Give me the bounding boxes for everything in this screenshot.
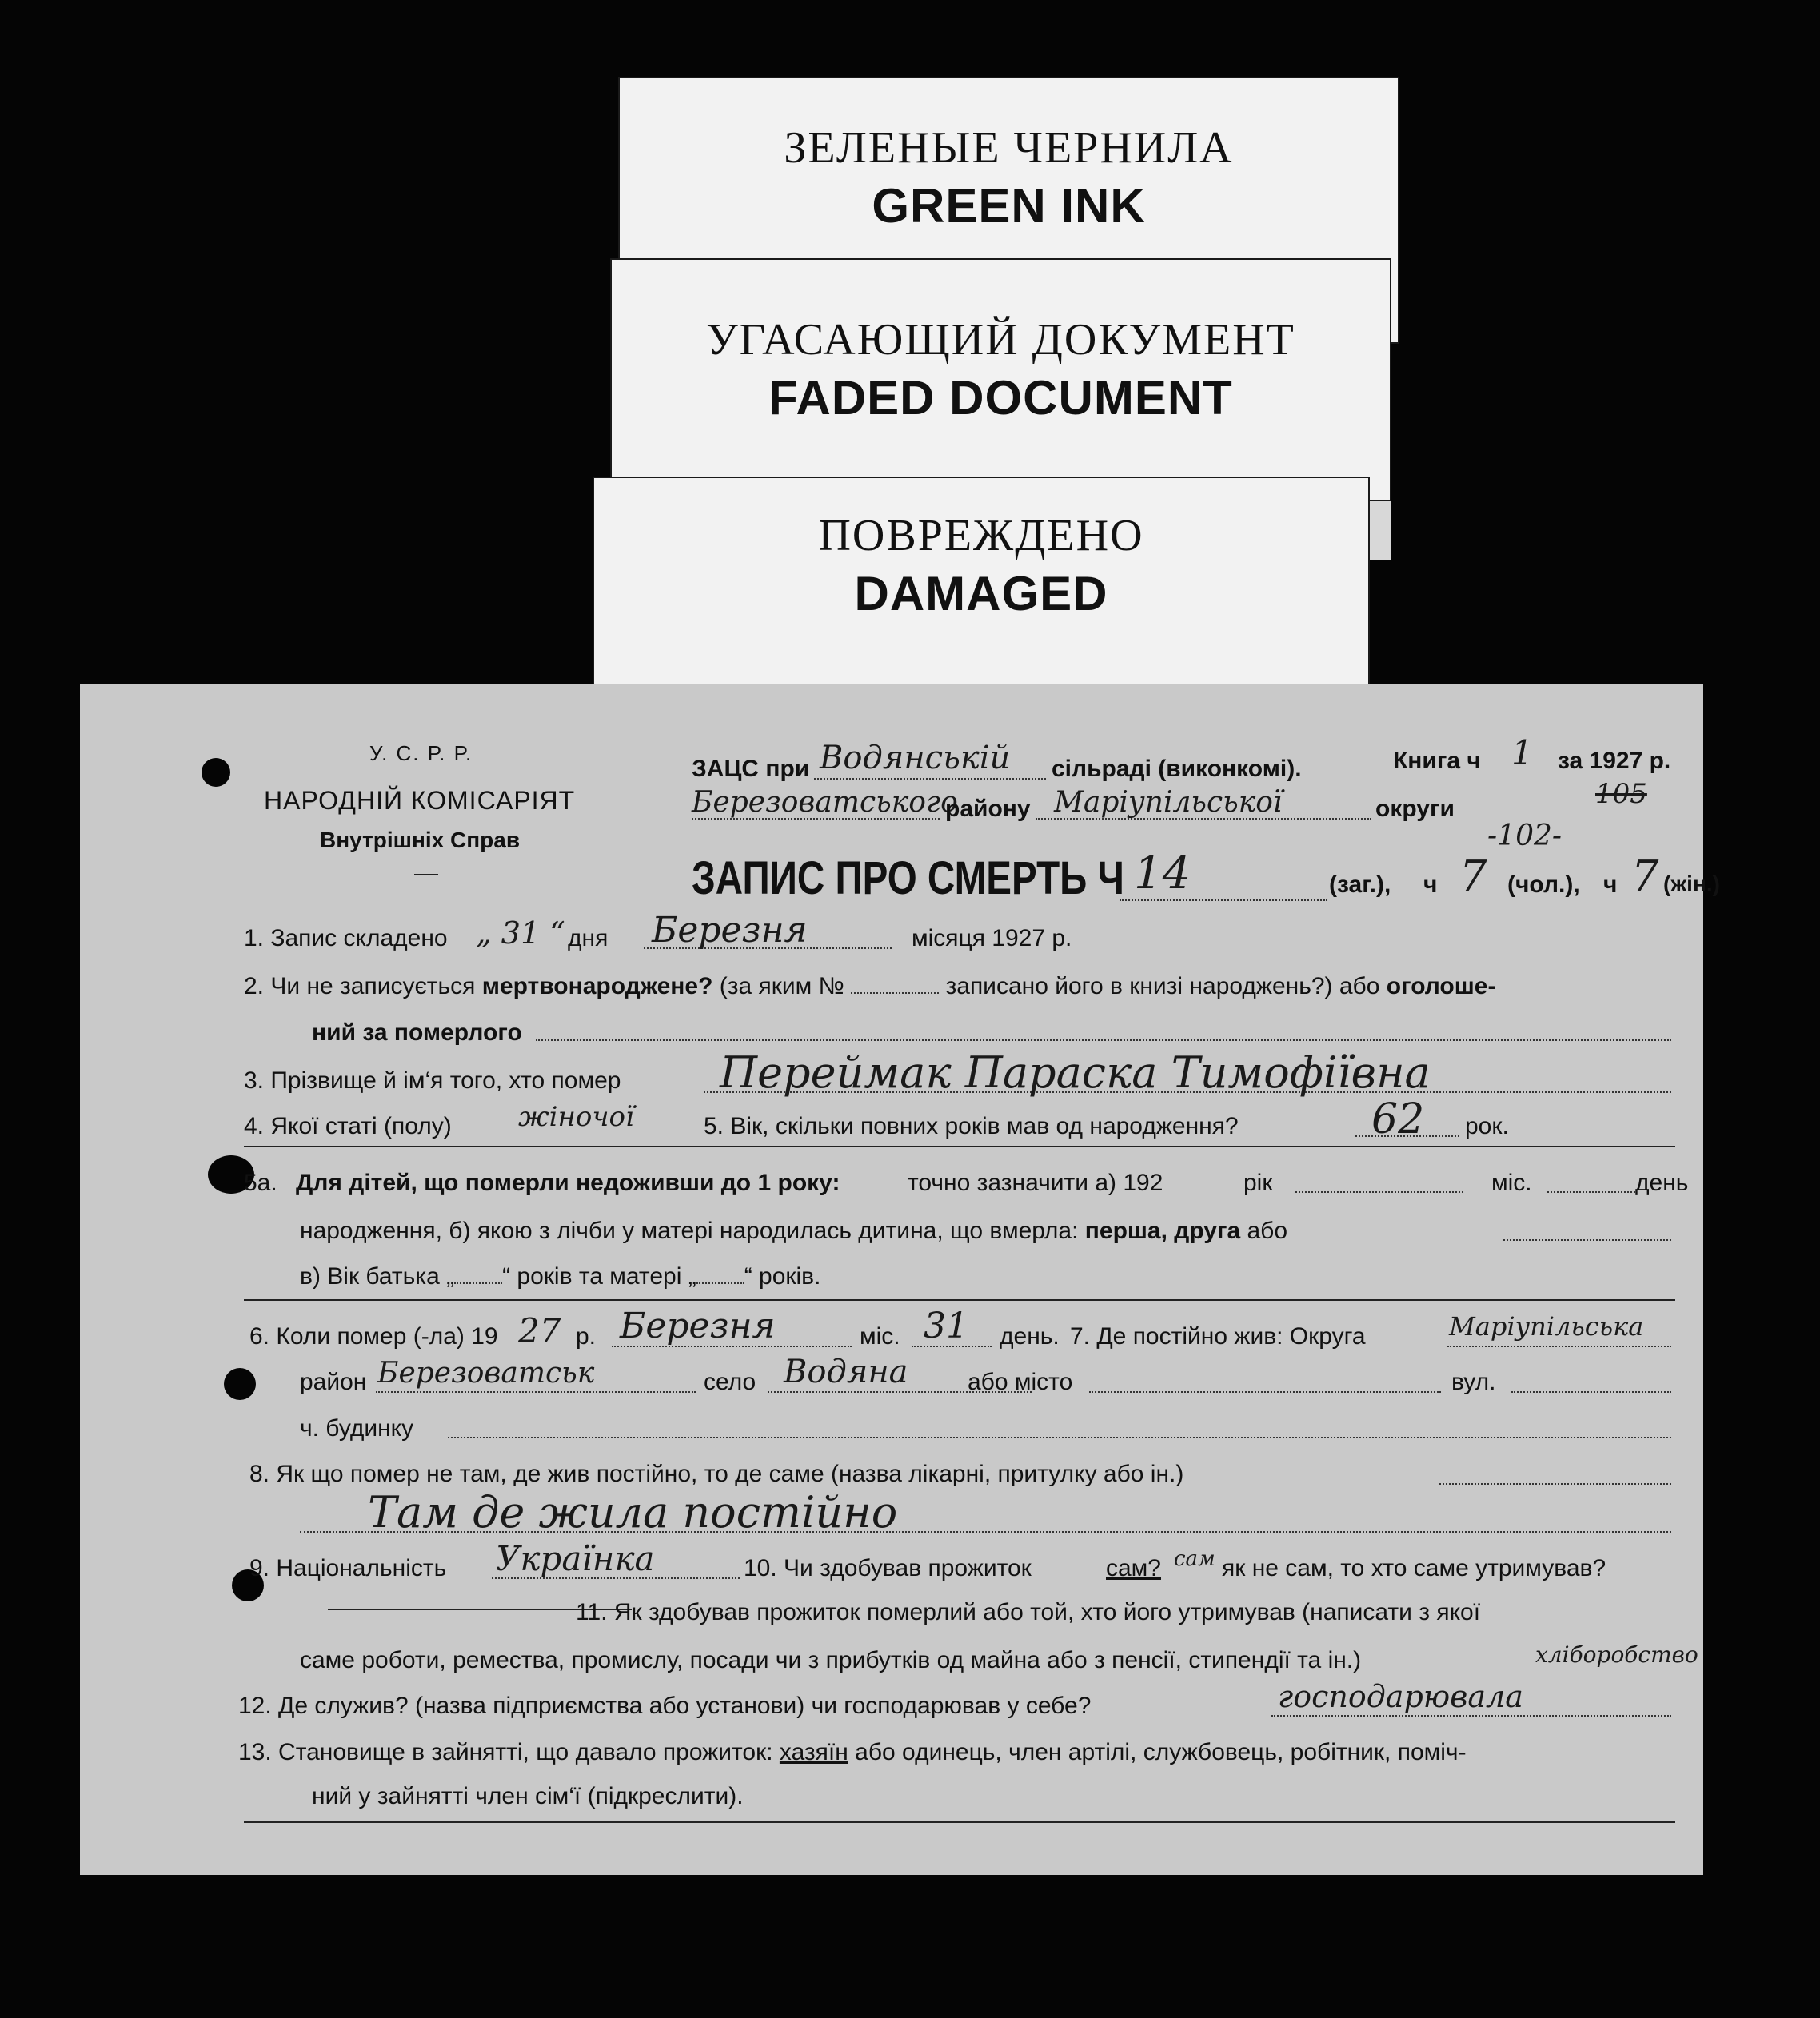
field-12-value: господарювала [1278,1679,1523,1714]
field-11-value: хліборобство [1535,1641,1698,1668]
field-5a-line2 [300,1218,1287,1245]
field-2-number-line [851,992,939,994]
field-12-line [1271,1715,1671,1717]
field-6-mis: міс. [860,1323,900,1350]
field-2-text-a: 2. Чи не записується [244,973,476,999]
field-6-r: р. [576,1323,597,1350]
punch-hole [224,1368,256,1400]
corner-number-2: -102- [1487,820,1563,852]
field-7-rayon-line [376,1391,696,1393]
field-11-line2: саме роботи, ремества, промислу, посади чи з прибутків од майна або з пенсії, стипендії та ін.) [300,1647,1362,1673]
card-en-label: GREEN INK [872,179,1146,233]
rayon-label: району [945,796,1031,822]
field-13-label: 13. Становище в зайнятті, що давало прожиток: [238,1739,773,1765]
field-7-okruga-line [1447,1346,1671,1347]
field-6-day: 31 [924,1306,968,1346]
divider [244,1299,1675,1301]
divider [414,874,438,875]
department-label: Внутрішніх Справ [320,828,521,852]
field-8-value: Там де жила постійно [368,1487,898,1537]
field-10-rest: як не сам, то хто саме утримував? [1222,1555,1606,1581]
field-13-hazyain: хазяїн [779,1739,848,1765]
zags-value: Водянській [820,740,1011,776]
field-6-month: Березня [620,1306,776,1346]
field-7-rayon-label: район [300,1369,367,1395]
record-number: 14 [1134,847,1191,899]
field-11-label: 11. Як здобував прожиток померлий або той, хто його утримував (написати з якої [576,1599,1481,1625]
book-number: 1 [1511,733,1533,772]
field-5a-order-line [1503,1239,1671,1241]
card-ru-label: ПОВРЕЖДЕНО [818,511,1144,560]
field-5a-bold: Для дітей, що померли недоживши до 1 року: [296,1170,840,1196]
field-3-label: 3. Прізвище й ім‘я того, хто помер [244,1067,621,1094]
rayon-value: Березоватського [692,786,958,819]
field-10-sam: сам? [1106,1555,1161,1581]
field-5a-father-line [454,1282,502,1284]
field-5a-years: “ років. [744,1263,821,1290]
record-number-line [1120,899,1327,901]
faded-document-card [612,260,1390,500]
field-5a-num: 5а. [244,1170,277,1196]
record-title: ЗАПИС ПРО СМЕРТЬ Ч [692,852,1124,904]
field-5a-mother-line [696,1282,744,1284]
corner-number: 105 [1595,778,1647,810]
field-2-text [244,973,1495,1000]
field-2-line [536,1039,1671,1041]
zags-label: ЗАЦС при [692,756,810,782]
field-5a-abo: або [1247,1218,1288,1244]
field-6-den: день. [1000,1323,1060,1350]
field-1-day: „ 31 “ [476,915,565,951]
punch-hole [202,758,230,787]
field-7-vul: вул. [1451,1369,1496,1395]
field-5a-order: перша, друга [1084,1218,1241,1244]
field-5a-text: точно зазначити а) 192 [908,1170,1163,1196]
republic-label: У. С. Р. Р. [369,741,473,765]
ch1-label: ч [1423,871,1438,898]
field-7-budynok-line [448,1437,1671,1438]
divider [244,1146,1675,1147]
zags-line [814,778,1046,780]
field-5a-rik-line [1295,1191,1463,1193]
field-2-text-b: (за яким № [719,973,844,999]
field-7-vul-line [1511,1391,1671,1393]
year-label: за 1927 р. [1558,748,1671,774]
field-1-suffix: місяця 1927 р. [912,925,1072,951]
field-9-value: Українка [496,1539,655,1578]
field-5-value: 62 [1371,1095,1425,1143]
field-1-label: 1. Запис складено [244,925,448,951]
field-2-declared: оголоше- [1386,973,1496,999]
field-5a-den: день [1635,1170,1689,1196]
book-label: Книга ч [1393,748,1481,774]
field-13-line2: ний у зайнятті член сім‘ї (підкреслити). [312,1783,744,1809]
silradi-label: сільраді (виконкомі). [1052,756,1302,782]
okruga-value: Маріупільської [1054,786,1283,819]
field-13-text [238,1739,1467,1766]
field-7-label: 7. Де постійно жив: Округа [1070,1323,1366,1350]
field-5a-mis-line [1547,1191,1635,1193]
field-12-label: 12. Де служив? (назва підприємства або установи) чи господарював у себе? [238,1693,1092,1719]
field-3-value: Переймак Параска Тимофіївна [720,1047,1431,1098]
divider [244,1821,1675,1823]
field-7-okruga: Маріупільська [1449,1311,1644,1342]
field-1-dnya: дня [568,925,609,951]
field-13-rest: або одинець, член артілі, службовець, робітник, поміч- [855,1739,1467,1765]
zhin-label: (жін.) [1663,871,1720,896]
field-4-value: жіночої [518,1101,634,1133]
chol-label: (чол.), [1507,871,1580,898]
field-7-misto: або місто [968,1369,1073,1395]
card-en-label: DAMAGED [854,567,1108,620]
field-5a-father: в) Вік батька „ [300,1263,455,1290]
field-7-rayon: Березоватськ [377,1357,595,1390]
field-7-budynok: ч. будинку [300,1415,414,1442]
field-5a-line3 [300,1263,820,1290]
field-4-label: 4. Якої статі (полу) [244,1113,452,1139]
field-5-label: 5. Вік, скільки повних років мав од народження? [704,1113,1239,1139]
field-6-year: 27 [518,1311,561,1350]
ch2-label: ч [1603,871,1618,898]
field-5a-rik: рік [1243,1170,1273,1196]
card-ru-label: УГАСАЮЩИЙ ДОКУМЕНТ [706,315,1295,365]
field-5a-line2-text: народження, б) якою з лічби у матері народилась дитина, що вмерла: [300,1218,1079,1244]
male-count: 7 [1459,851,1487,902]
death-record-form [80,684,1720,1875]
field-2-text-c: записано його в книзі народжень?) або [945,973,1380,999]
zag-label: (заг.), [1329,871,1391,898]
field-10-label: 10. Чи здобував прожиток [744,1555,1032,1581]
field-6-label: 6. Коли помер (-ла) 19 [249,1323,498,1350]
field-5-suffix: рок. [1465,1113,1509,1139]
field-9-label: 9. Національність [249,1555,447,1581]
field-5a-mother: “ років та матері „ [502,1263,696,1290]
field-10-answer: сам [1174,1547,1215,1571]
field-7-misto-line [1089,1391,1441,1393]
field-8-label: 8. Як що помер не там, де жив постійно, то де саме (назва лікарні, притулку або ін.) [249,1461,1184,1487]
field-5a-mis: міс. [1491,1170,1532,1196]
damaged-card [594,478,1368,710]
card-en-label: FADED DOCUMENT [768,371,1233,425]
field-2-stillborn: мертвонароджене? [481,973,713,999]
field-7-selo: Водяна [784,1354,908,1390]
card-ru-label: ЗЕЛЕНЫЕ ЧЕРНИЛА [784,123,1234,173]
female-count: 7 [1631,851,1659,902]
field-8-line-a [1439,1483,1671,1485]
commissariat-label: НАРОДНІЙ КОМІСАРІЯТ [264,786,576,815]
field-7-selo-label: село [704,1369,756,1395]
okruga-label: округи [1375,796,1455,822]
field-1-month: Березня [652,910,808,951]
field-2-declared-cont: ний за померлого [312,1019,522,1046]
